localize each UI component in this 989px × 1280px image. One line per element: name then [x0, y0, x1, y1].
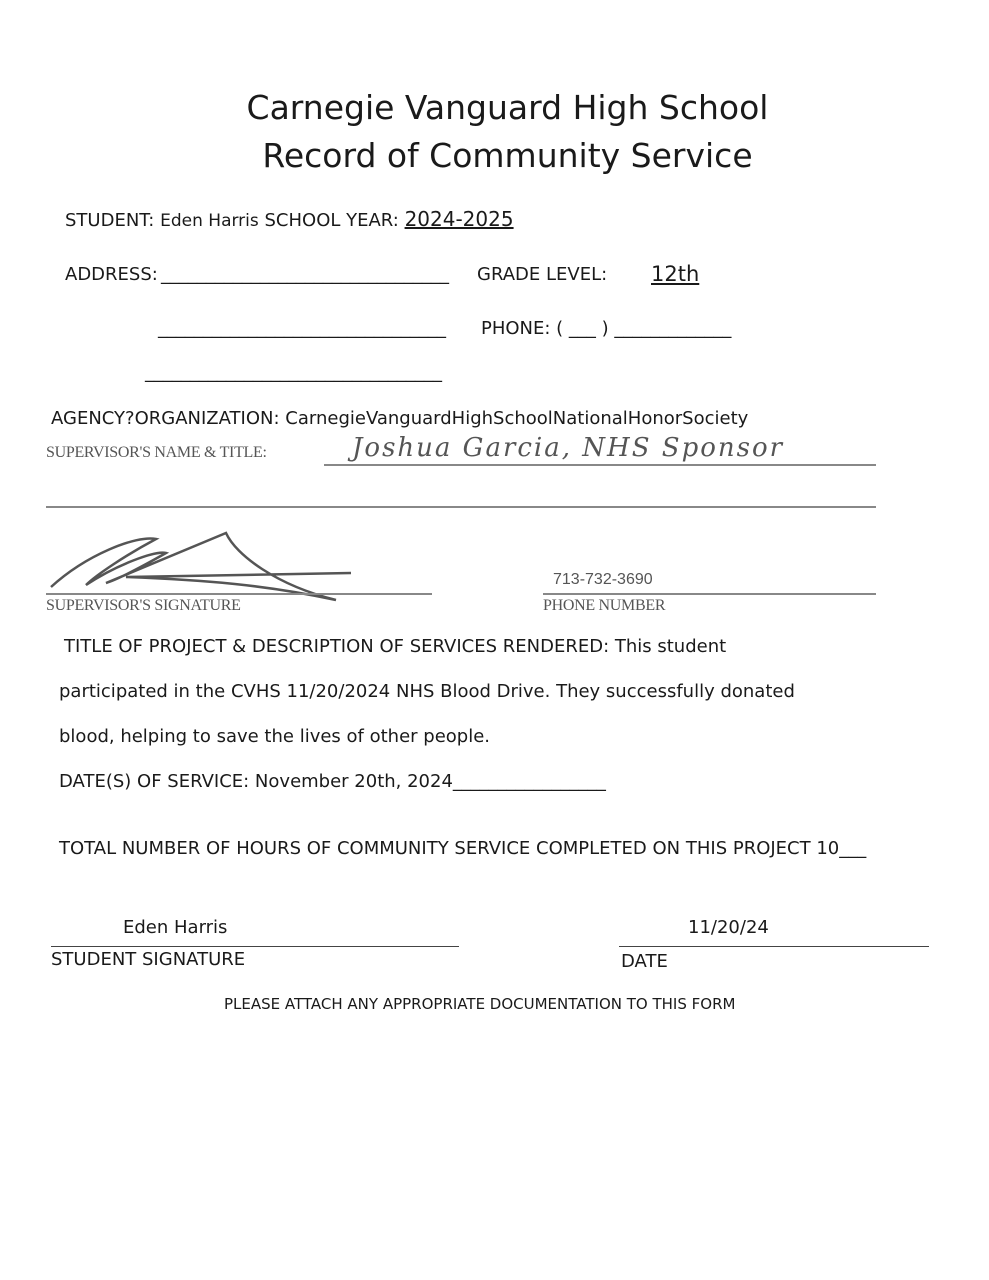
agency-label: AGENCY?ORGANIZATION: — [51, 408, 280, 429]
grade-level-label: GRADE LEVEL: — [477, 264, 608, 285]
agency-row — [51, 408, 748, 430]
student-signature-label: STUDENT SIGNATURE — [51, 949, 246, 970]
footer-note: PLEASE ATTACH ANY APPROPRIATE DOCUMENTATION TO THIS FORM — [224, 995, 736, 1013]
phone-number-label: PHONE NUMBER — [543, 597, 666, 614]
address-blank-2: ________________________________ — [158, 318, 446, 339]
supervisor-name-handwritten: Joshua Garcia, NHS Sponsor — [352, 433, 785, 463]
date-line — [619, 946, 929, 947]
project-line-3: blood, helping to save the lives of other people. — [59, 726, 491, 747]
school-name: Carnegie Vanguard High School — [246, 88, 769, 127]
date-label: DATE — [621, 951, 668, 972]
address-blank-3: _________________________________ — [145, 362, 442, 383]
student-signature-line — [51, 946, 459, 947]
supervisor-phone: 713-732-3690 — [553, 571, 653, 588]
supervisor-name-label: SUPERVISOR'S NAME & TITLE: — [46, 444, 267, 461]
project-line-2: participated in the CVHS 11/20/2024 NHS Blood Drive. They successfully donated — [59, 681, 795, 702]
address-blank-1: ________________________________ — [161, 264, 449, 285]
dates-of-service: DATE(S) OF SERVICE: November 20th, 2024_________________ — [59, 771, 606, 792]
address-label: ADDRESS: — [65, 264, 158, 285]
school-year-value: 2024-2025 — [404, 207, 514, 231]
phone-field: PHONE: ( ___ ) _____________ — [481, 318, 732, 339]
total-hours: TOTAL NUMBER OF HOURS OF COMMUNITY SERVICE COMPLETED ON THIS PROJECT 10___ — [59, 838, 867, 859]
student-label: STUDENT: — [65, 210, 155, 231]
student-name: Eden Harris — [160, 211, 259, 231]
school-year-label: SCHOOL YEAR: — [264, 210, 399, 231]
agency-value: CarnegieVanguardHighSchoolNationalHonorSociety — [285, 408, 749, 429]
project-line-1: TITLE OF PROJECT & DESCRIPTION OF SERVICES RENDERED: This student — [64, 636, 727, 657]
form-title: Record of Community Service — [262, 136, 753, 175]
supervisor-name-line — [324, 464, 876, 466]
supervisor-signature-label: SUPERVISOR'S SIGNATURE — [46, 597, 241, 614]
signoff-date: 11/20/24 — [688, 917, 769, 938]
student-signature-name: Eden Harris — [123, 917, 228, 938]
supervisor-signature-line — [46, 593, 432, 595]
supervisor-blank-line — [46, 506, 876, 508]
grade-level-value: 12th — [651, 262, 700, 286]
supervisor-phone-line — [543, 593, 876, 595]
student-row — [65, 208, 514, 232]
